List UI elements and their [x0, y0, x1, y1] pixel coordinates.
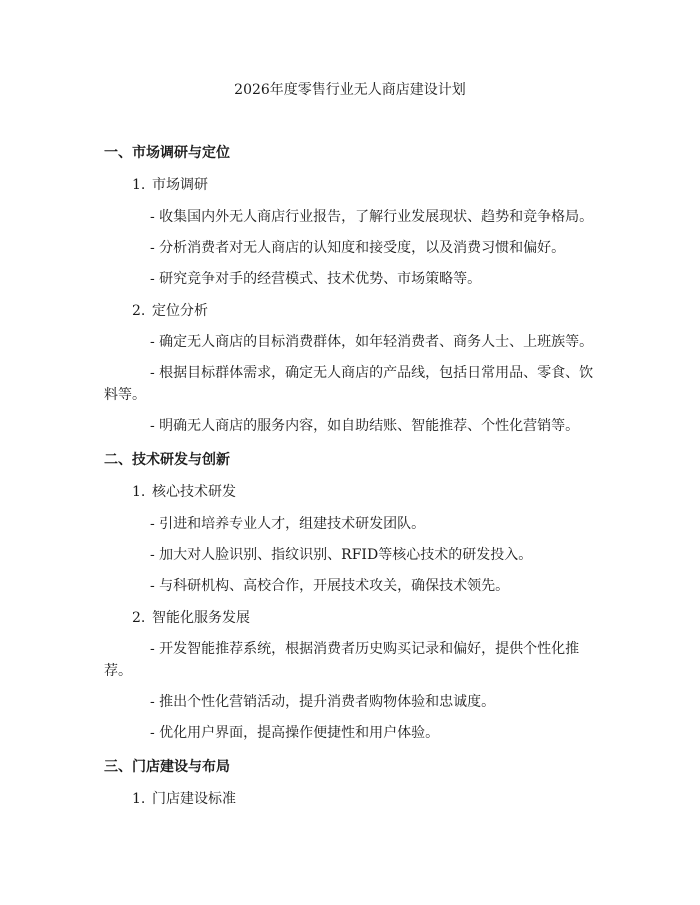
- list-item: - 明确无人商店的服务内容，如自助结账、智能推荐、个性化营销等。: [150, 418, 580, 434]
- subsection-title: 市场调研: [152, 177, 208, 193]
- list-item: - 分析消费者对无人商店的认知度和接受度，以及消费习惯和偏好。: [150, 240, 566, 256]
- section-heading-2: 二、技术研发与创新: [104, 452, 230, 468]
- subsection-1-1: [132, 175, 208, 195]
- list-item: - 收集国内外无人商店行业报告，了解行业发展现状、趋势和竞争格局。: [150, 209, 594, 225]
- list-item: - 推出个性化营销活动，提升消费者购物体验和忠诚度。: [150, 694, 496, 710]
- subsection-1-2: [132, 301, 208, 321]
- subsection-title: 核心技术研发: [152, 484, 236, 500]
- subsection-2-2: [132, 608, 250, 628]
- subsection-title: 定位分析: [152, 303, 208, 319]
- subsection-number: 1.: [132, 484, 146, 500]
- subsection-2-1: [132, 482, 236, 502]
- list-item: - 研究竞争对手的经营模式、技术优势、市场策略等。: [150, 271, 482, 287]
- section-heading-3: 三、门店建设与布局: [104, 759, 230, 775]
- document-title: 2026年度零售行业无人商店建设计划: [234, 82, 466, 98]
- subsection-number: 1.: [132, 177, 146, 193]
- list-item: - 优化用户界面，提高操作便捷性和用户体验。: [150, 725, 440, 741]
- list-item: - 加大对人脸识别、指纹识别、RFID等核心技术的研发投入。: [150, 547, 533, 563]
- list-item: - 根据目标群体需求，确定无人商店的产品线，包括日常用品、零食、饮料等。: [104, 365, 594, 403]
- subsection-number: 1.: [132, 791, 146, 807]
- list-item: - 引进和培养专业人才，组建技术研发团队。: [150, 516, 426, 532]
- subsection-title: 智能化服务发展: [152, 610, 250, 626]
- subsection-3-1: [132, 789, 236, 809]
- subsection-title: 门店建设标准: [152, 791, 236, 807]
- list-item: - 确定无人商店的目标消费群体，如年轻消费者、商务人士、上班族等。: [150, 334, 594, 350]
- subsection-number: 2.: [132, 303, 146, 319]
- section-heading-1: 一、市场调研与定位: [104, 145, 230, 161]
- list-item: - 开发智能推荐系统，根据消费者历史购买记录和偏好，提供个性化推荐。: [104, 641, 580, 679]
- list-item: - 与科研机构、高校合作，开展技术攻关，确保技术领先。: [150, 578, 510, 594]
- subsection-number: 2.: [132, 610, 146, 626]
